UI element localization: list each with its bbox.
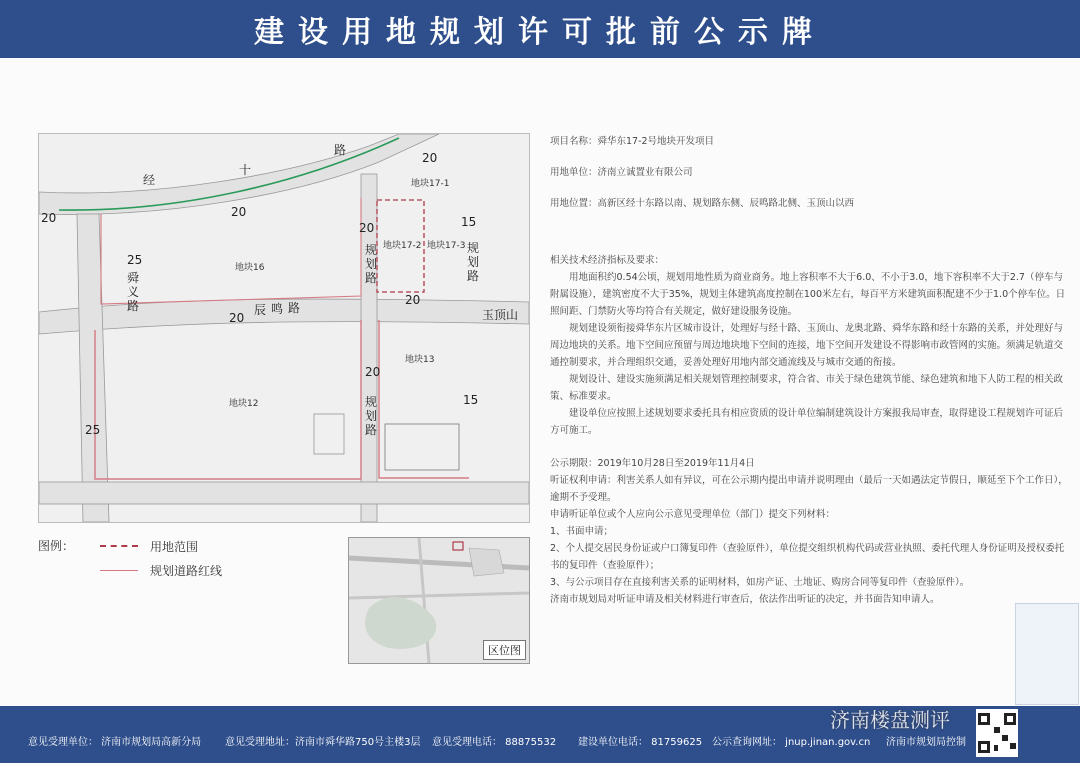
- road-label-shun: 舜: [127, 271, 140, 285]
- legend-item-redline: [100, 561, 222, 579]
- project-name: 项目名称：舜华东17-2号地块开发项目: [550, 136, 715, 147]
- project-info: [550, 133, 1070, 608]
- land-location: 用地位置：高新区经十东路以南、规划路东侧、辰鸣路北侧、玉顶山以西: [550, 198, 855, 209]
- road-label-lu4: 路: [365, 271, 378, 285]
- footer-accept-address: 意见受理地址：济南市舜华路750号主楼3层: [225, 737, 421, 748]
- side-qr-panel: [1015, 603, 1079, 705]
- apply-item-3: 3、与公示项目存在直接利害关系的证明材料，如房产证、土地证、购房合同等复印件（查验原件）。: [550, 577, 970, 588]
- road-label-ming: 鸣: [271, 302, 284, 316]
- footer-website[interactable]: 公示查询网址： jnup.jinan.gov.cn: [712, 737, 871, 748]
- plot-label: 地块17-3: [427, 241, 466, 251]
- width-label: 20: [405, 293, 421, 307]
- road-label-chen: 辰: [254, 303, 267, 317]
- road-label-lu3: 路: [288, 301, 301, 315]
- legend-item-boundary: [100, 537, 198, 555]
- road-label-jing: 经: [143, 173, 156, 187]
- qr-code-icon: [976, 709, 1018, 757]
- road-south: [39, 482, 529, 504]
- width-label: 20: [41, 211, 57, 225]
- road-label-yi: 义: [127, 285, 140, 299]
- road-label-hua3: 划: [365, 409, 378, 423]
- footer-build-phone: 建设单位电话： 81759625: [578, 737, 703, 748]
- notice-period: 公示期限：2019年10月28日至2019年11月4日: [550, 458, 755, 469]
- apply-item-1: 1、书面申请；: [550, 526, 614, 537]
- width-label: 20: [229, 311, 245, 325]
- legend-label: 规划道路红线: [150, 563, 223, 578]
- plot-label: 地块16: [235, 263, 265, 273]
- place-label: 玉顶山: [482, 308, 519, 322]
- road-label-gui1: 规: [365, 243, 378, 257]
- plot-label: 地块17-2: [383, 241, 422, 251]
- footer-accept-unit: 意见受理单位： 济南市规划局高新分局: [28, 737, 202, 748]
- road-label-lu6: 路: [365, 423, 378, 437]
- legend-title: 图例：: [38, 539, 75, 553]
- width-label: 20: [231, 205, 247, 219]
- apply-item-2: 2、个人提交居民身份证或户口簿复印件（查验原件），单位提交组织机构代码或营业执照、委托代理人身份证明及授权委托书的复印件（查验原件）；: [550, 543, 1065, 571]
- final-note: 济南市规划局对听证申请及相关材料进行审查后，依法作出听证的决定，并书面告知申请人。: [550, 594, 940, 605]
- legend-dashed-line: [100, 545, 138, 547]
- tech-para-2: 规划建设须衔接舜华东片区城市设计，处理好与经十路、玉顶山、龙奥北路、舜华东路和经十东路的关系，并处理好与周边地块的关系。地下空间应预留与周边地块地下空间的连接，地下空间开发建设不得影响市政管网的实施。须满足轨道交通控制要求，并合理组织交通，妥善处理好用地内部交通流线及与城市交通的衔接。: [550, 323, 1064, 368]
- road-label-hua1: 划: [365, 257, 378, 271]
- legend-label: 用地范围: [150, 539, 199, 554]
- width-label: 15: [461, 215, 477, 229]
- location-map-label: 区位图: [483, 640, 526, 660]
- legend: [38, 537, 338, 597]
- tech-title: 相关技术经济指标及要求：: [550, 255, 665, 266]
- site-plan-map: [38, 133, 530, 523]
- page-title: 建设用地规划许可批前公示牌: [254, 15, 826, 50]
- watermark-text: 济南楼盘测评: [830, 708, 950, 732]
- tech-para-1: 用地面积约0.54公顷，规划用地性质为商业商务。地上容积率不大于6.0、不小于3.0，地下容积率不大于2.7（停车与附属设施），建筑密度不大于35%，规划主体建筑高度控制在100米左右，每百平方米建筑面积配建不少于1.0个停车位。日照间距、门禁防火等均符合有关规定，做好建设服务设施。: [550, 272, 1066, 317]
- apply-title: 申请听证单位或个人应向公示意见受理单位（部门）提交下列材料：: [550, 509, 836, 520]
- plot-label: 地块17-1: [411, 179, 450, 189]
- footer-accept-phone: 意见受理电话： 88875532: [432, 737, 557, 748]
- width-label: 20: [422, 151, 438, 165]
- location-map: [348, 537, 530, 664]
- width-label: 20: [359, 221, 375, 235]
- footer-org: 济南市规划局控制: [886, 737, 966, 748]
- road-label-lu: 路: [334, 143, 347, 157]
- road-label-gui2: 规: [467, 241, 480, 255]
- road-label-lu2: 路: [127, 299, 140, 313]
- width-label: 20: [365, 365, 381, 379]
- width-label: 15: [463, 393, 479, 407]
- land-user: 用地单位：济南立诚置业有限公司: [550, 167, 693, 178]
- width-label: 25: [85, 423, 101, 437]
- header-banner: [0, 0, 1080, 58]
- hearing-right: 听证权利申请：利害关系人如有异议，可在公示期内提出申请并说明理由（最后一天如遇法定节假日，顺延至下个工作日），逾期不予受理。: [550, 475, 1068, 503]
- tech-para-4: 建设单位应按照上述规划要求委托具有相应资质的设计单位编制建筑设计方案报我局审查，取得建设工程规划许可证后方可施工。: [550, 408, 1064, 436]
- road-label-gui3: 规: [365, 395, 378, 409]
- legend-solid-line: [100, 570, 138, 571]
- road-label-lu5: 路: [467, 269, 480, 283]
- width-label: 25: [127, 253, 143, 267]
- road-label-hua2: 划: [467, 255, 480, 269]
- plot-label: 地块13: [405, 355, 435, 365]
- plot-label: 地块12: [229, 399, 259, 409]
- tech-para-3: 规划设计、建设实施须满足相关规划管理控制要求，符合省、市关于绿色建筑节能、绿色建筑和地下人防工程的相关政策、标准要求。: [550, 374, 1064, 402]
- road-label-shi: 十: [239, 163, 252, 177]
